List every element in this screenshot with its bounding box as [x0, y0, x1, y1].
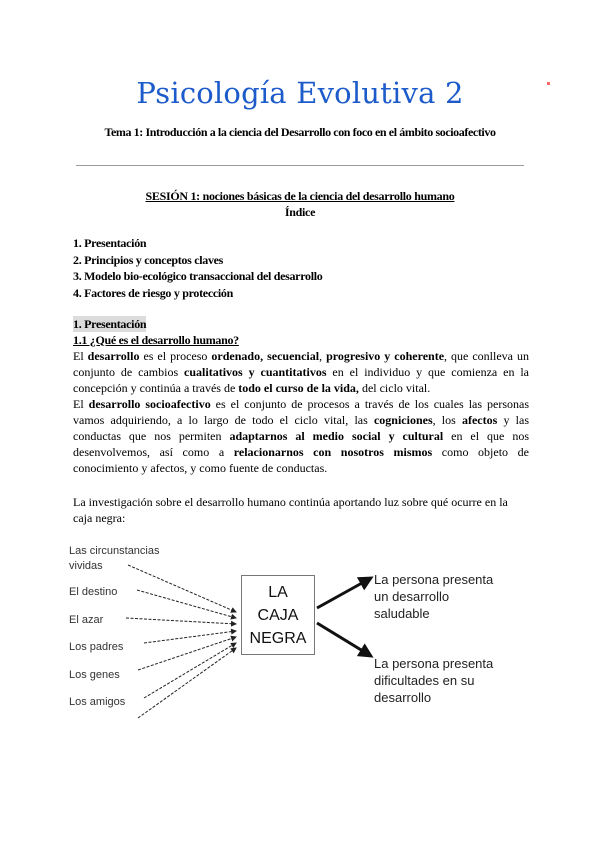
document-subtitle: Tema 1: Introducción a la ciencia del Desarrollo con foco en el ámbito socioafectivo	[104, 125, 496, 139]
spacer	[73, 476, 529, 494]
index-item: 3. Modelo bio-ecológico transaccional del desarrollo	[73, 269, 323, 283]
index-item: 2. Principios y conceptos claves	[73, 252, 224, 267]
bold-term: progresivo y coherente	[326, 349, 445, 363]
box-line: CAJA	[257, 607, 299, 624]
outcome-arrow-negative	[317, 623, 371, 656]
subsection-heading: 1.1 ¿Qué es el desarrollo humano?	[73, 333, 239, 347]
box-line: NEGRA	[249, 630, 307, 647]
text: es el proceso	[139, 349, 212, 363]
bold-term: afectos	[461, 413, 498, 427]
input-arrow	[144, 643, 236, 698]
paragraph-socioaffective	[73, 396, 529, 476]
input-arrow	[138, 648, 236, 718]
session-title: SESIÓN 1: nociones básicas de la ciencia del desarrollo humano	[145, 189, 455, 203]
document-body	[73, 316, 529, 526]
outcome-positive: La persona presenta un desarrollo saludable	[374, 572, 494, 621]
input-label: El destino	[69, 586, 118, 598]
index-item: 1. Presentación	[73, 236, 147, 250]
input-arrow	[138, 637, 236, 670]
text: es el conjunto de procesos a través de los cuales las personas vamos adquiriendo, a lo largo de todo el ciclo vital, las	[73, 397, 529, 427]
text: El	[73, 397, 89, 411]
black-box-diagram	[60, 535, 550, 735]
text: como objeto de conocimiento y afectos, y como fuente de conductas.	[73, 445, 529, 475]
bold-term: relacionarnos con nosotros mismos	[233, 445, 433, 459]
input-label: Los padres	[69, 641, 124, 653]
input-arrow	[137, 590, 236, 618]
index-list	[73, 235, 322, 301]
input-label: El azar	[69, 614, 104, 626]
text: ,	[319, 349, 327, 363]
outcome-negative: La persona presenta dificultades en su desarrollo	[374, 656, 494, 705]
paragraph-development	[73, 348, 529, 396]
index-heading: Índice	[284, 205, 316, 219]
bold-term: desarrollo socioafectivo	[88, 397, 211, 411]
horizontal-divider	[76, 165, 524, 166]
input-label: Las circunstancias vividas	[69, 545, 160, 572]
outcome-arrow-positive	[317, 578, 371, 608]
input-arrow	[126, 618, 236, 624]
text: en el individuo y que comienza en la concepción y continúa a través de	[73, 365, 530, 395]
box-line: LA	[268, 584, 288, 601]
section-heading: 1. Presentación	[73, 317, 147, 331]
text: y las conductas que nos permiten	[73, 413, 529, 443]
input-label: Los amigos	[69, 696, 126, 708]
bold-term: todo el curso de la vida,	[238, 381, 359, 395]
text: del ciclo vital.	[358, 381, 431, 395]
index-item: 4. Factores de riesgo y protección	[73, 285, 233, 300]
text: , los	[432, 413, 462, 427]
input-label: Los genes	[69, 669, 120, 681]
text: en el que nos desenvolvemos, así como a	[73, 429, 529, 459]
document-title: Psicología Evolutiva 2	[136, 76, 464, 110]
paragraph-research: La investigación sobre el desarrollo humano continúa aportando luz sobre qué ocurre en la caja negra:	[73, 495, 508, 525]
bold-term: cogniciones	[373, 413, 433, 427]
bold-term: desarrollo	[87, 349, 140, 363]
black-box	[241, 575, 315, 655]
input-arrow	[144, 631, 236, 643]
text: El	[73, 349, 88, 363]
bold-term: cualitativos y cuantitativos	[184, 365, 327, 379]
text: , que conlleva un conjunto de cambios	[73, 349, 530, 379]
bold-term: adaptarnos al medio social y cultural	[229, 429, 444, 443]
red-marker-dot	[547, 82, 550, 85]
bold-term: ordenado, secuencial	[211, 349, 320, 363]
session-header	[0, 188, 600, 220]
